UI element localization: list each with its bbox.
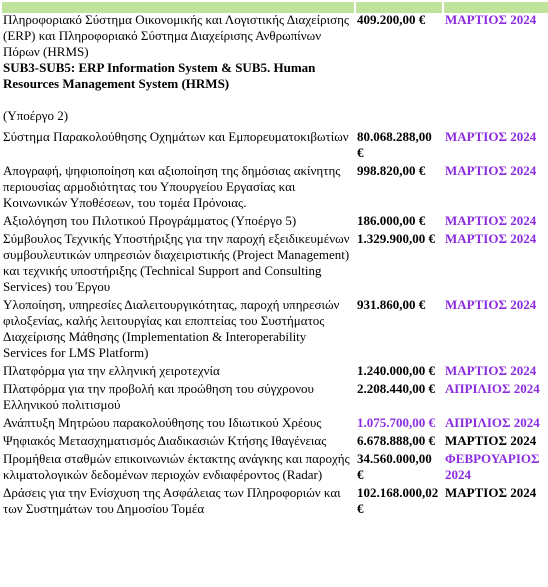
amount-cell: 2.208.440,00 € [356, 381, 442, 413]
date-cell: ΦΕΒΡΟΥΑΡΙΟΣ 2024 [444, 451, 548, 483]
table-row [2, 415, 548, 431]
amount-cell: 102.168.000,02 € [356, 485, 442, 517]
date-cell: ΑΠΡΙΛΙΟΣ 2024 [444, 381, 548, 413]
description-cell: Σύμβουλος Τεχνικής Υποστήριξης για την παροχή εξειδικευμένων συμβουλευτικών υπηρεσιών διαχειριστικής (Project Management) και τεχνικής υποστήριξης (Technical Support and Consulting Services) του Έργου [2, 231, 354, 295]
amount-cell: 998.820,00 € [356, 163, 442, 211]
table-row [2, 485, 548, 517]
description-cell: Πλατφόρμα για την προβολή και προώθηση του σύγχρονου Ελληνικού πολιτισμού [2, 381, 354, 413]
description-cell: Υλοποίηση, υπηρεσίες Διαλειτουργικότητας, παροχή υπηρεσιών φιλοξενίας, καλής λειτουργίας και εποπτείας του Συστήματος Διαχείρισης Μάθησης (Implementation & Interoperability Services for LMS Platform) [2, 297, 354, 361]
amount-cell: 6.678.888,00 € [356, 433, 442, 449]
description-cell: Δράσεις για την Ενίσχυση της Ασφάλειας των Πληροφοριών και των Συστημάτων του Δημοσίου Τομέα [2, 485, 354, 517]
description-cell: Προμήθεια σταθμών επικοινωνιών έκτακτης ανάγκης και παροχής κλιματολογικών δεδομένων περιοχών ενδιαφέροντος (Radar) [2, 451, 354, 483]
amount-cell: 80.068.288,00 € [356, 129, 442, 161]
date-text: ΑΠΡΙΛΙΟΣ 2024 [445, 415, 540, 430]
amount-cell: 34.560.000,00 € [356, 451, 442, 483]
table-row [2, 433, 548, 449]
date-cell: ΜΑΡΤΙΟΣ 2024 [444, 129, 548, 161]
date-cell: ΜΑΡΤΙΟΣ 2024 [444, 485, 548, 517]
description-english: SUB3-SUB5: ERP Information System & SUB5. Human Resources Management System (HRMS) [3, 60, 316, 91]
date-cell: ΜΑΡΤΙΟΣ 2024 [444, 163, 548, 211]
table-row [2, 213, 548, 229]
description-cell: Ανάπτυξη Μητρώου παρακολούθησης του Ιδιωτικού Χρέους [2, 415, 354, 431]
spacer [3, 92, 353, 108]
amount-cell: 1.240.000,00 € [356, 363, 442, 379]
table-row [2, 129, 548, 161]
date-cell: ΜΑΡΤΙΟΣ 2024 [444, 213, 548, 229]
date-text: ΜΑΡΤΙΟΣ 2024 [445, 12, 537, 27]
description-cell: Αξιολόγηση του Πιλοτικού Προγράμματος (Υποέργο 5) [2, 213, 354, 229]
date-cell [444, 415, 548, 431]
date-cell: ΜΑΡΤΙΟΣ 2024 [444, 297, 548, 361]
amount-cell: 931.860,00 € [356, 297, 442, 361]
table-row [2, 451, 548, 483]
table-row [2, 381, 548, 413]
description-cell: Πλατφόρμα για την ελληνική χειροτεχνία [2, 363, 354, 379]
description-cell: Σύστημα Παρακολούθησης Οχημάτων και Εμπορευματοκιβωτίων [2, 129, 354, 161]
amount-cell [356, 12, 442, 127]
date-cell: ΜΑΡΤΙΟΣ 2024 [444, 363, 548, 379]
amount-text: 409.200,00 € [357, 12, 426, 27]
date-cell: ΜΑΡΤΙΟΣ 2024 [444, 231, 548, 295]
table-row [2, 297, 548, 361]
description-cell [2, 12, 354, 127]
table-row [2, 363, 548, 379]
description-cell: Απογραφή, ψηφιοποίηση και αξιοποίηση της δημόσιας ακίνητης περιουσίας αρμοδιότητας του Υπουργείου Εργασίας και Κοινωνικών Υποθέσεων, του τομέα Πρόνοιας. [2, 163, 354, 211]
date-cell [444, 12, 548, 127]
amount-cell: 1.075.700,00 € [356, 415, 442, 431]
table-row [2, 15, 548, 127]
table-row [2, 231, 548, 295]
table-row [2, 163, 548, 211]
date-cell: ΜΑΡΤΙΟΣ 2024 [444, 433, 548, 449]
description-suffix: (Υποέργο 2) [3, 108, 69, 123]
amount-cell: 186.000,00 € [356, 213, 442, 229]
description-cell: Ψηφιακός Μετασχηματισμός Διαδικασιών Κτήσης Ιθαγένειας [2, 433, 354, 449]
description-text: Πληροφοριακό Σύστημα Οικονομικής και Λογιστικής Διαχείρισης (ERP) και Πληροφοριακό Σύστημα Διαχείρισης Ανθρωπίνων Πόρων (HRMS) [3, 12, 350, 59]
amount-cell: 1.329.900,00 € [356, 231, 442, 295]
